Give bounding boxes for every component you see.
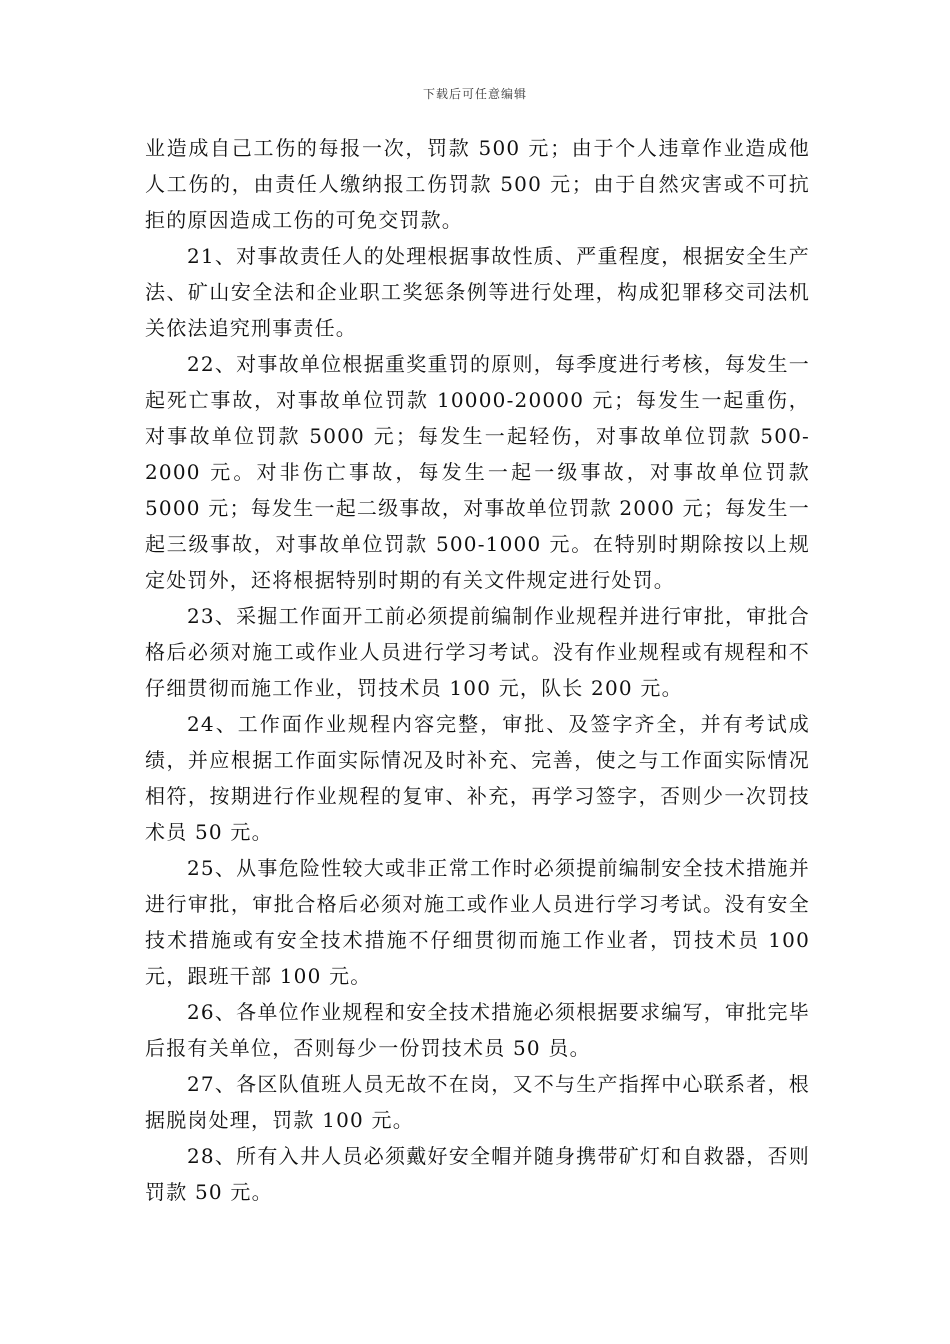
paragraph-item-23: 23、采掘工作面开工前必须提前编制作业规程并进行审批，审批合格后必须对施工或作业人员进行学习考试。没有作业规程或有规程和不仔细贯彻而施工作业，罚技术员 100 元，队长 200 元。	[145, 604, 810, 700]
paragraph-continuation: 业造成自己工伤的每报一次，罚款 500 元；由于个人违章作业造成他人工伤的，由责任人缴纳报工伤罚款 500 元；由于自然灾害或不可抗拒的原因造成工伤的可免交罚款。	[145, 136, 810, 232]
paragraph-item-24: 24、工作面作业规程内容完整，审批、及签字齐全，并有考试成绩，并应根据工作面实际情况及时补充、完善，使之与工作面实际情况相符，按期进行作业规程的复审、补充，再学习签字，否则少一次罚技术员 50 元。	[145, 712, 810, 844]
paragraph-item-27: 27、各区队值班人员无故不在岗，又不与生产指挥中心联系者，根据脱岗处理，罚款 100 元。	[145, 1072, 810, 1132]
document-body	[145, 130, 810, 1210]
paragraph-item-21: 21、对事故责任人的处理根据事故性质、严重程度，根据安全生产法、矿山安全法和企业职工奖惩条例等进行处理，构成犯罪移交司法机关依法追究刑事责任。	[145, 244, 810, 340]
paragraph-item-25: 25、从事危险性较大或非正常工作时必须提前编制安全技术措施并进行审批，审批合格后必须对施工或作业人员进行学习考试。没有安全技术措施或有安全技术措施不仔细贯彻而施工作业者，罚技术员 100 元，跟班干部 100 元。	[145, 856, 810, 988]
page-header: 下载后可任意编辑	[422, 87, 527, 101]
paragraph-item-28: 28、所有入井人员必须戴好安全帽并随身携带矿灯和自救器，否则罚款 50 元。	[145, 1144, 810, 1204]
paragraph-item-26: 26、各单位作业规程和安全技术措施必须根据要求编写，审批完毕后报有关单位，否则每少一份罚技术员 50 员。	[145, 1000, 810, 1060]
paragraph-item-22: 22、对事故单位根据重奖重罚的原则，每季度进行考核，每发生一起死亡事故，对事故单位罚款 10000-20000 元；每发生一起重伤，对事故单位罚款 5000 元；每发生一起轻伤，对事故单位罚款 500-2000 元。对非伤亡事故，每发生一起一级事故，对事故单位罚款 5000 元；每发生一起二级事故，对事故单位罚款 2000 元；每发生一起三级事故，对事故单位罚款 500-1000 元。在特别时期除按以上规定处罚外，还将根据特别时期的有关文件规定进行处罚。	[145, 352, 810, 592]
